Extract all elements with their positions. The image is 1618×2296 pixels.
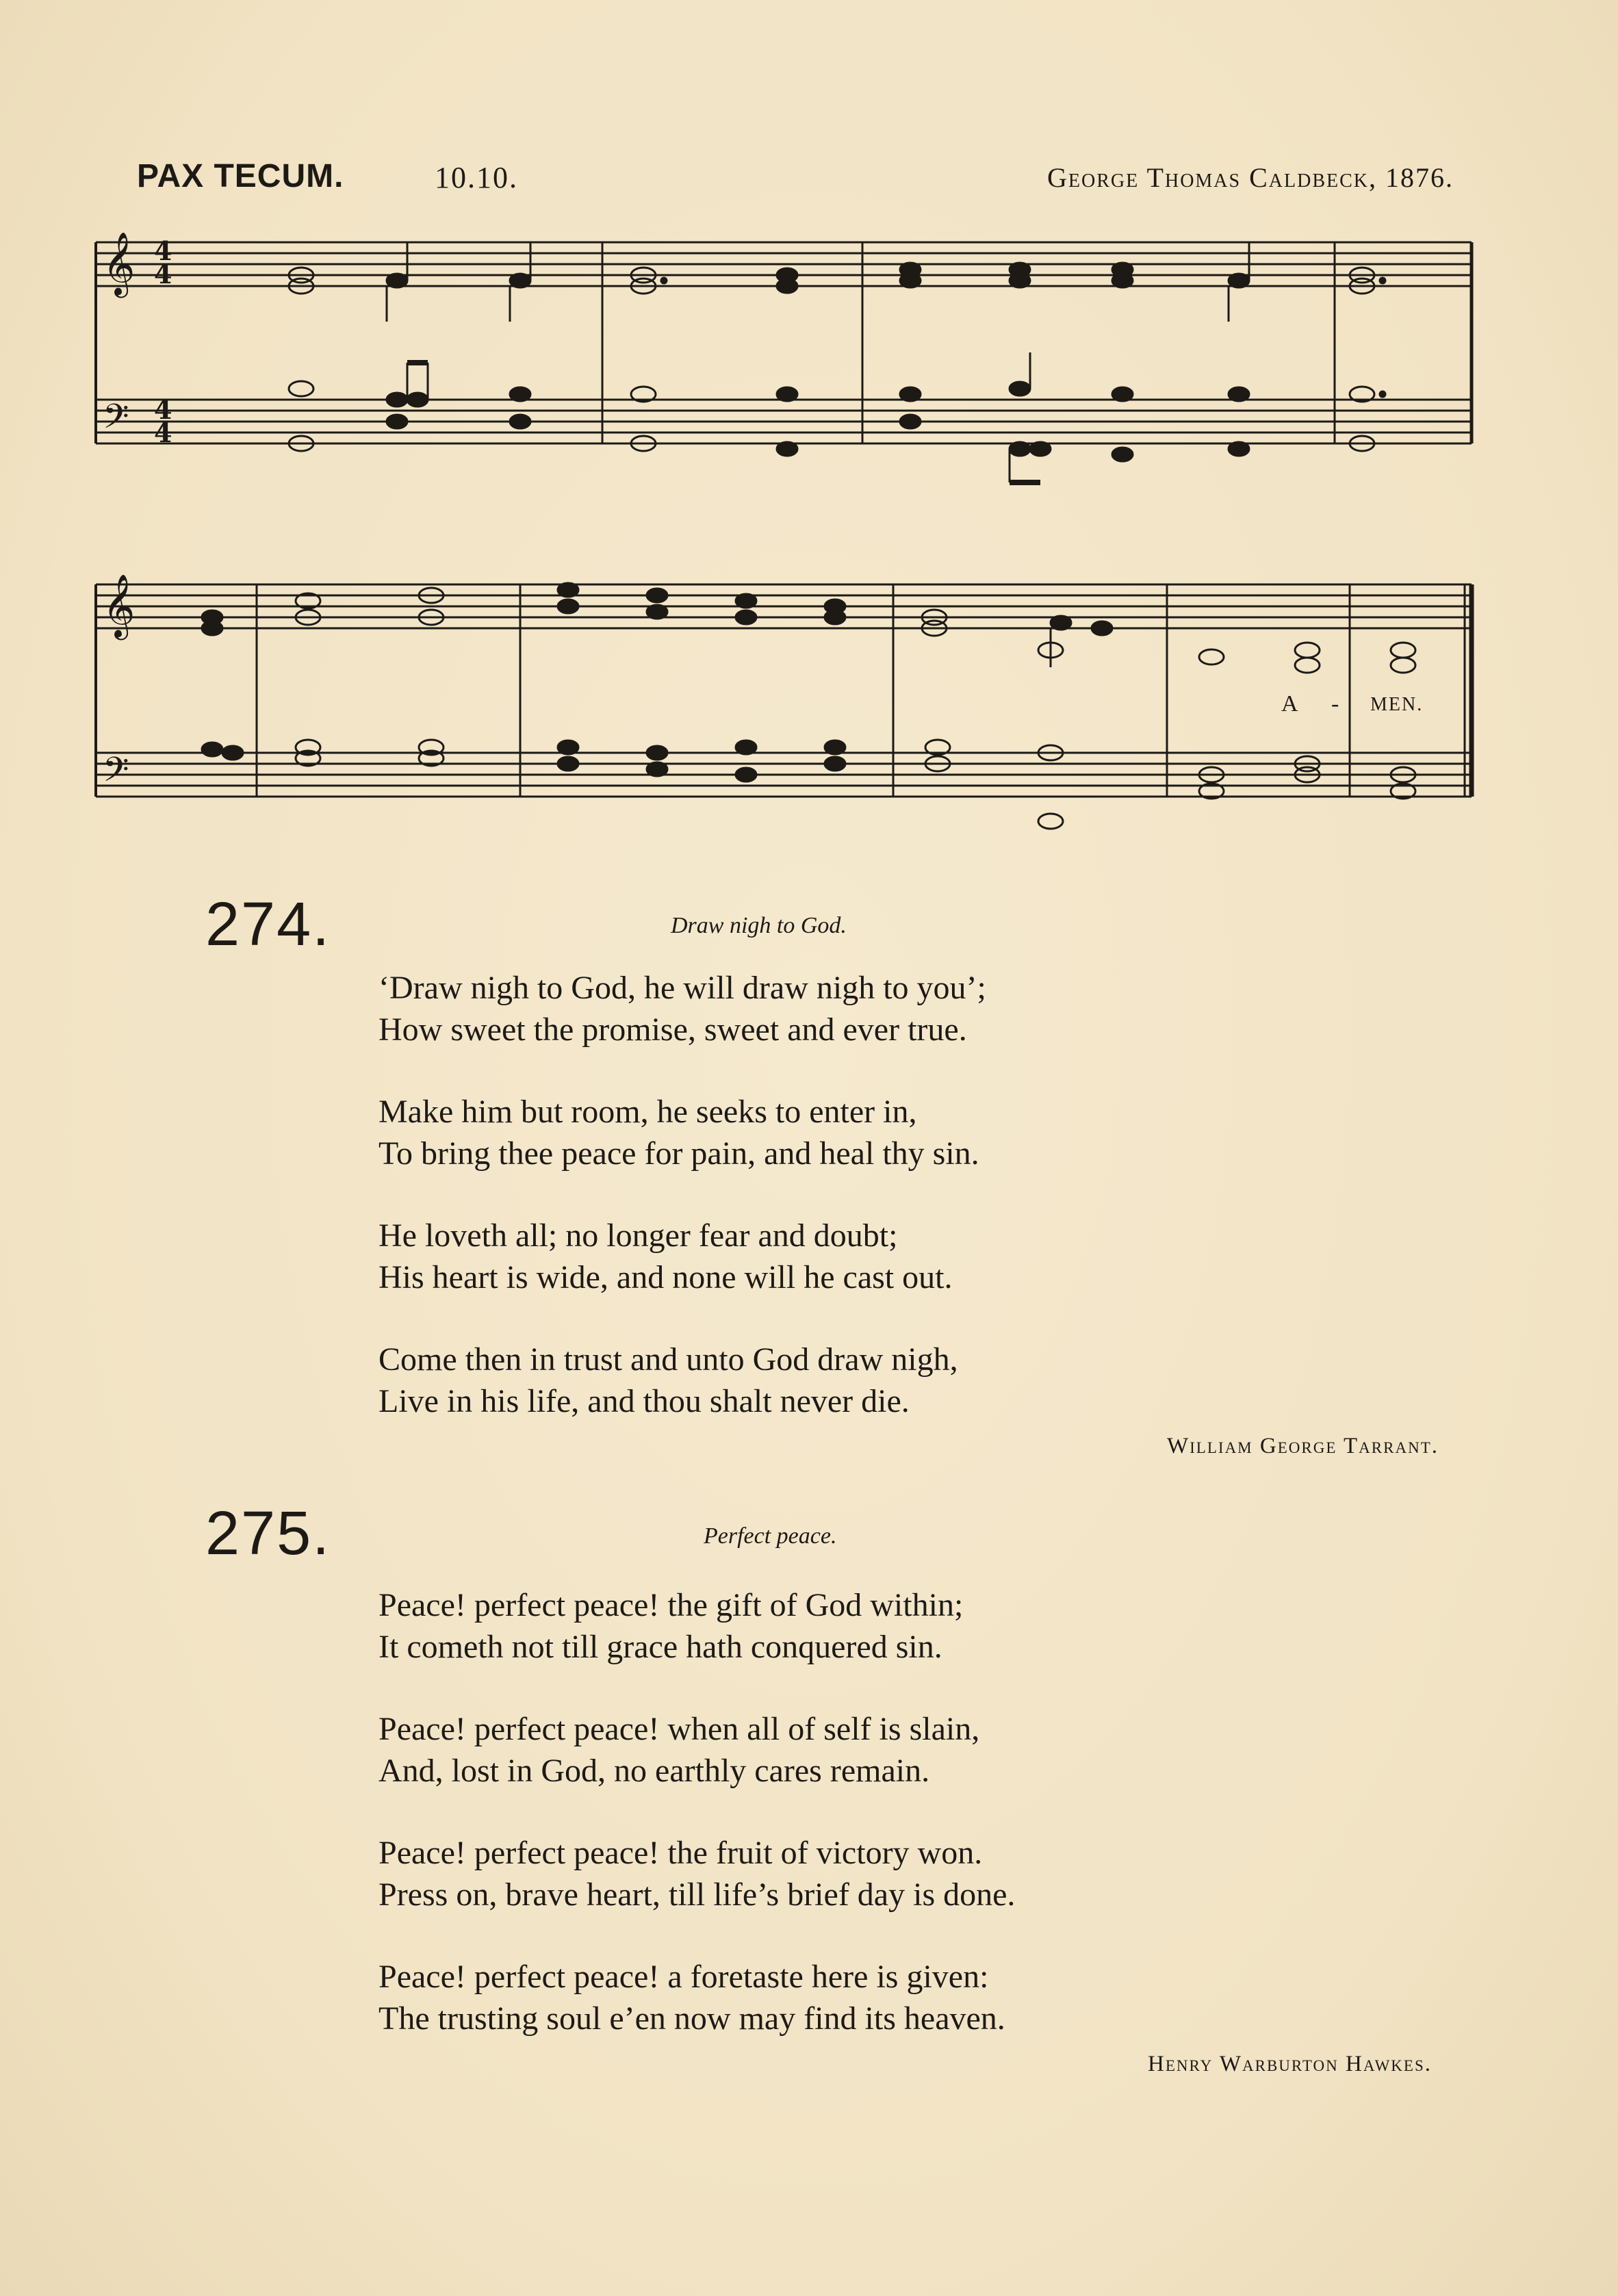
tune-meter: 10.10. bbox=[435, 161, 518, 194]
verse-line: The trusting soul e’en now may find its heaven. bbox=[378, 2000, 1005, 2037]
stanza bbox=[378, 1832, 1405, 1916]
stanza bbox=[378, 1339, 1405, 1422]
treble-clef-icon: 𝄞 bbox=[103, 231, 136, 295]
time-sig-upper-bass: 4 bbox=[154, 394, 172, 425]
amen-hyphen: - bbox=[1331, 691, 1341, 717]
tune-header bbox=[137, 157, 1454, 205]
amen-syllable-1: A bbox=[1281, 691, 1300, 717]
verse-line: Make him but room, he seeks to enter in, bbox=[378, 1094, 917, 1130]
hymn-275-verses bbox=[378, 1584, 1405, 2080]
verse-line: He loveth all; no longer fear and doubt; bbox=[378, 1217, 898, 1254]
verse-line: His heart is wide, and none will he cast out. bbox=[378, 1259, 953, 1295]
verse-line: It cometh not till grace hath conquered sin. bbox=[378, 1629, 942, 1665]
verse-line: Peace! perfect peace! the fruit of victory won. bbox=[378, 1835, 983, 1871]
time-sig-lower-bass: 4 bbox=[154, 417, 172, 448]
score-svg-1 bbox=[89, 219, 1478, 506]
stanza bbox=[378, 1956, 1405, 2039]
verse-line: Peace! perfect peace! when all of self is slain, bbox=[378, 1711, 980, 1747]
hymn-number-275: 275. bbox=[205, 1499, 331, 1568]
bass-clef-icon: 𝄢 bbox=[103, 750, 129, 798]
verse-line: And, lost in God, no earthly cares remain. bbox=[378, 1753, 930, 1789]
tune-name: PAX TECUM. bbox=[137, 158, 344, 194]
notes-system-2 bbox=[202, 583, 1415, 829]
hymn-title-275: Perfect peace. bbox=[704, 1523, 837, 1549]
hymn-number-274: 274. bbox=[205, 890, 331, 959]
verse-line: To bring thee peace for pain, and heal thy sin. bbox=[378, 1135, 979, 1172]
score-svg-2 bbox=[89, 561, 1478, 876]
music-system-2 bbox=[89, 561, 1478, 876]
verse-line: Peace! perfect peace! a foretaste here is given: bbox=[378, 1959, 989, 1995]
stanza bbox=[378, 1215, 1405, 1298]
time-sig-lower-treble: 4 bbox=[154, 259, 172, 289]
notes-system-1 bbox=[289, 242, 1385, 482]
verse-line: Peace! perfect peace! the gift of God within; bbox=[378, 1587, 964, 1623]
treble-clef-icon: 𝄞 bbox=[103, 573, 136, 637]
time-sig-upper-treble: 4 bbox=[154, 235, 172, 266]
music-system-1 bbox=[89, 219, 1478, 506]
hymn-author-274: William George Tarrant. bbox=[1167, 1434, 1439, 1458]
tune-composer: George Thomas Caldbeck, 1876. bbox=[1047, 162, 1454, 193]
stanza bbox=[378, 1091, 1405, 1174]
amen-syllable-2: MEN. bbox=[1370, 694, 1424, 715]
hymn-author-275: Henry Warburton Hawkes. bbox=[1148, 2052, 1432, 2076]
stanza bbox=[378, 1584, 1405, 1668]
verse-line: Press on, brave heart, till life’s brief day is done. bbox=[378, 1876, 1016, 1913]
hymn-title-274: Draw nigh to God. bbox=[671, 913, 847, 938]
verse-line: ‘Draw nigh to God, he will draw nigh to you’; bbox=[378, 970, 986, 1006]
stanza bbox=[378, 1708, 1405, 1792]
verse-line: Live in his life, and thou shalt never die. bbox=[378, 1383, 910, 1419]
bass-clef-icon: 𝄢 bbox=[103, 397, 129, 445]
stanza bbox=[378, 967, 1405, 1050]
verse-line: How sweet the promise, sweet and ever true. bbox=[378, 1011, 967, 1048]
hymn-274-verses bbox=[378, 967, 1405, 1462]
verse-line: Come then in trust and unto God draw nigh, bbox=[378, 1341, 958, 1378]
